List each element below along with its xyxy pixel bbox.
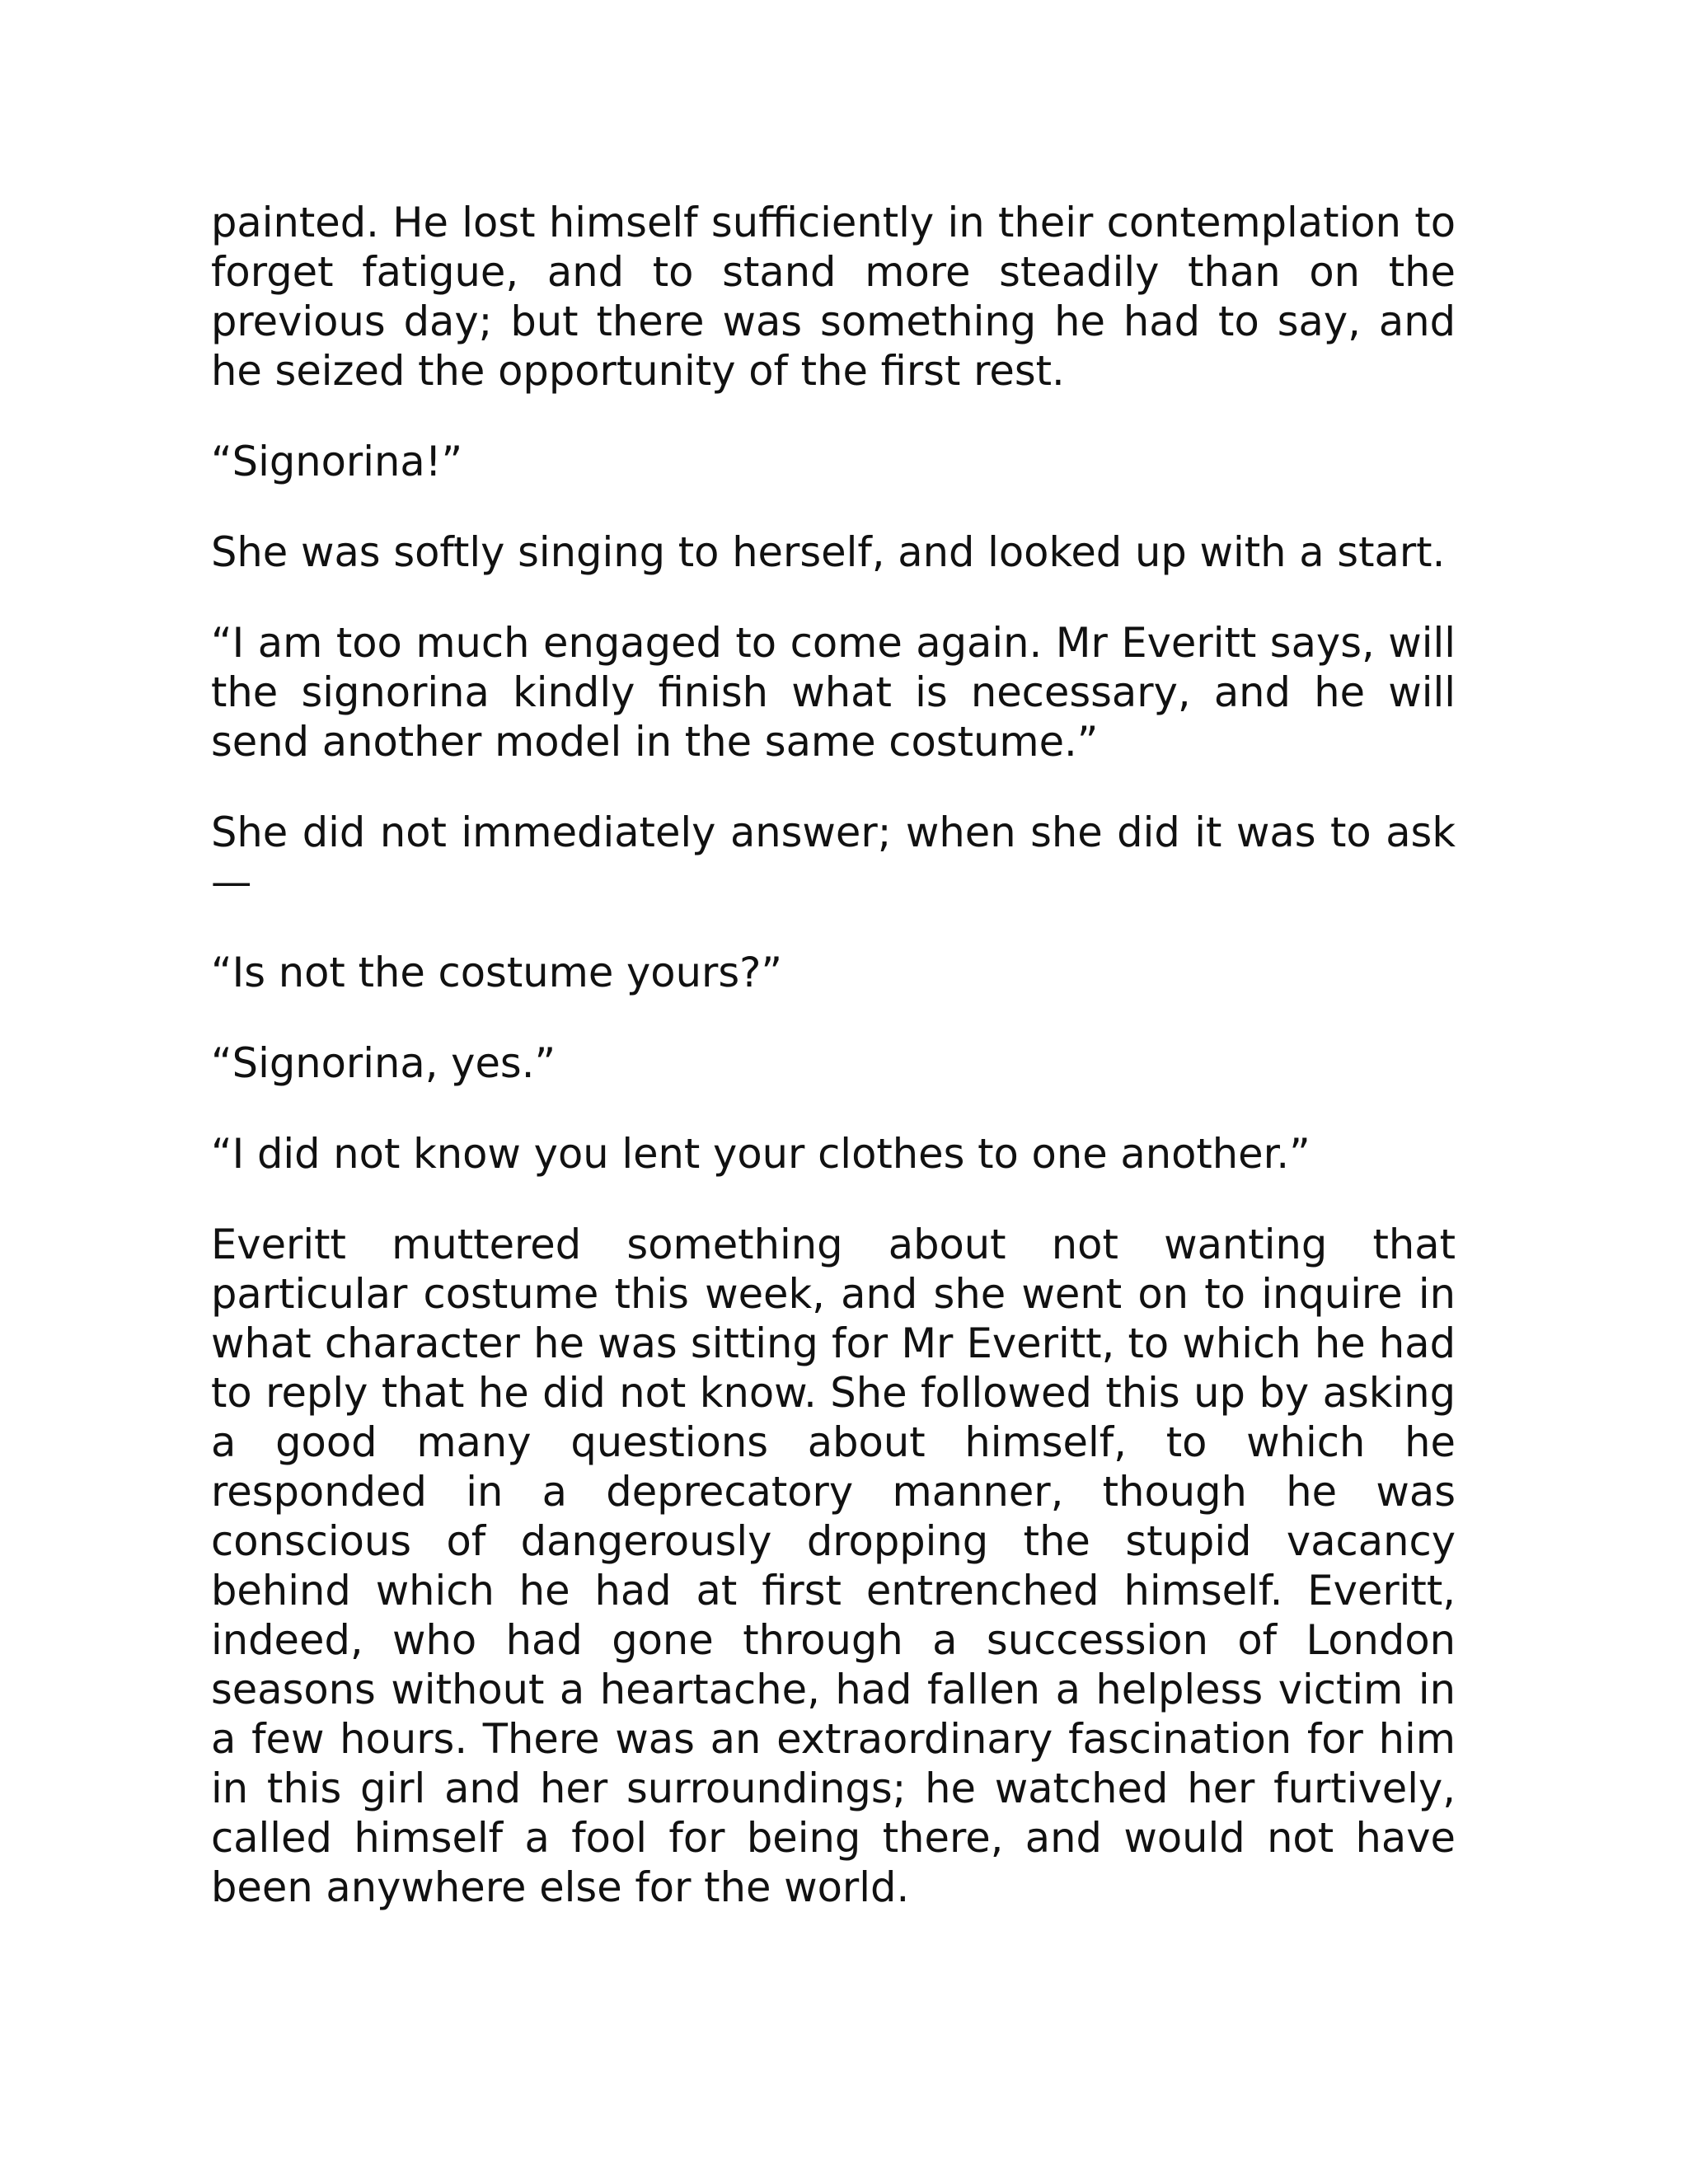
paragraph-3: She was softly singing to herself, and looked up with a start. <box>211 528 1446 576</box>
page-body <box>211 198 1456 1953</box>
paragraph-8: “I did not know you lent your clothes to one another.” <box>211 1130 1311 1178</box>
paragraph-9: Everitt muttered something about not wanting that particular costume this week, and she went on to inquire in what character he was sitting for Mr Everitt, to which he had to reply that he did not know. She followed this up by asking a good many questions about himself, to which he responded in a deprecatory manner, though he was conscious of dangerously dropping the stupid vacancy behind which he had at first entrenched himself. Everitt, indeed, who had gone through a succession of London seasons without a heartache, had fallen a helpless victim in a few hours. There was an extraordinary fascination for him in this girl and her surroundings; he watched her furtively, called himself a fool for being there, and would not have been anywhere else for the world. <box>211 1221 1456 1911</box>
paragraph-6: “Is not the costume yours?” <box>211 949 783 996</box>
paragraph-5: She did not immediately answer; when she did it was to ask — <box>211 808 1456 906</box>
paragraph-7: “Signorina, yes.” <box>211 1039 556 1087</box>
paragraph-4: “I am too much engaged to come again. Mr Everitt says, will the signorina kindly finish what is necessary, and he will send another model in the same costume.” <box>211 619 1456 766</box>
paragraph-2: “Signorina!” <box>211 438 463 485</box>
paragraph-1: painted. He lost himself sufficiently in their contemplation to forget fatigue, and to stand more steadily than on the previous day; but there was something he had to say, and he seized the opportunity of the first rest. <box>211 199 1456 395</box>
